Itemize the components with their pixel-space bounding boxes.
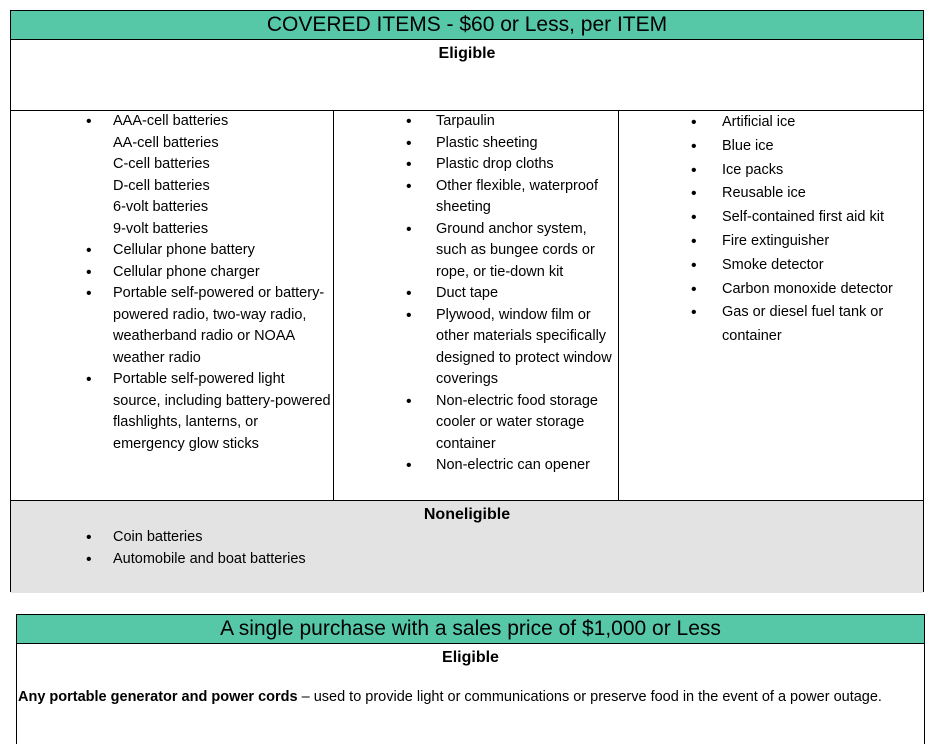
- list-item: • Non-electric food storage cooler or water storage container: [334, 391, 618, 456]
- generator-table: [16, 614, 925, 744]
- list-item: • Blue ice: [619, 135, 923, 159]
- list-item: • Artificial ice: [619, 111, 923, 135]
- eligible-row: [11, 40, 923, 111]
- list-item: • Plywood, window film or other materials specifically designed to protect window coverings: [334, 305, 618, 391]
- list-item: • Self-contained first aid kit: [619, 206, 923, 230]
- sheeting-list: [334, 111, 618, 477]
- list-item-line: D-cell batteries: [113, 177, 210, 194]
- eligible-columns: [11, 111, 923, 501]
- column-ice-safety: [618, 111, 923, 500]
- list-item-line: C-cell batteries: [113, 156, 210, 172]
- list-item-line: • Portable self-powered or battery-powered radio, two-way radio, weatherband radio or NOAA weather radio: [113, 285, 325, 366]
- noneligible-item: • Coin batteries: [11, 527, 923, 549]
- list-item: • Ice packs: [619, 159, 923, 183]
- batteries-list: [11, 111, 333, 455]
- list-item-line: • AAA-cell batteries: [113, 113, 229, 129]
- list-item: • Gas or diesel fuel tank or container: [619, 301, 923, 349]
- list-item: [11, 240, 333, 262]
- ice-safety-list: [619, 111, 923, 349]
- list-item-line: 9-volt batteries: [113, 220, 209, 237]
- generator-bold-text: Any portable generator and power cords: [18, 689, 298, 705]
- generator-description: [17, 687, 924, 708]
- list-item: [11, 262, 333, 284]
- list-item: • Other flexible, waterproof sheeting: [334, 176, 618, 219]
- list-item: • Smoke detector: [619, 254, 923, 278]
- generator-header: A single purchase with a sales price of $1,000 or Less: [17, 615, 924, 644]
- list-item-line: • Cellular phone charger: [113, 263, 260, 280]
- column-batteries: [11, 111, 333, 500]
- list-item: • Plastic sheeting: [334, 133, 618, 155]
- list-item: • Duct tape: [334, 283, 618, 305]
- generator-rest-text: – used to provide light or communications or preserve food in the event of a power outage.: [297, 689, 882, 705]
- list-item-line: • Portable self-powered light source, including battery-powered flashlights, lanterns, or emergency glow sticks: [113, 371, 331, 452]
- generator-eligible-label: Eligible: [442, 649, 499, 666]
- list-item: • Plastic drop cloths: [334, 154, 618, 176]
- list-item: [11, 111, 333, 240]
- list-item: • Fire extinguisher: [619, 230, 923, 254]
- list-item: • Tarpaulin: [334, 111, 618, 133]
- noneligible-list: [11, 527, 923, 570]
- noneligible-item: • Automobile and boat batteries: [11, 549, 923, 571]
- list-item: [11, 283, 333, 369]
- noneligible-label: Noneligible: [423, 506, 511, 523]
- list-item: • Non-electric can opener: [334, 455, 618, 477]
- covered-items-table: [10, 10, 924, 592]
- list-item: [11, 369, 333, 455]
- list-item-line: 6-volt batteries: [113, 199, 209, 215]
- covered-items-header: COVERED ITEMS - $60 or Less, per ITEM: [11, 11, 923, 40]
- eligible-label: Eligible: [438, 45, 496, 62]
- noneligible-row: [11, 501, 923, 593]
- list-item-line: • Cellular phone battery: [113, 242, 255, 258]
- column-sheeting: [333, 111, 618, 500]
- list-item: • Ground anchor system, such as bungee cords or rope, or tie-down kit: [334, 219, 618, 284]
- list-item-line: AA-cell batteries: [113, 134, 219, 151]
- list-item: • Reusable ice: [619, 182, 923, 206]
- list-item: • Carbon monoxide detector: [619, 278, 923, 302]
